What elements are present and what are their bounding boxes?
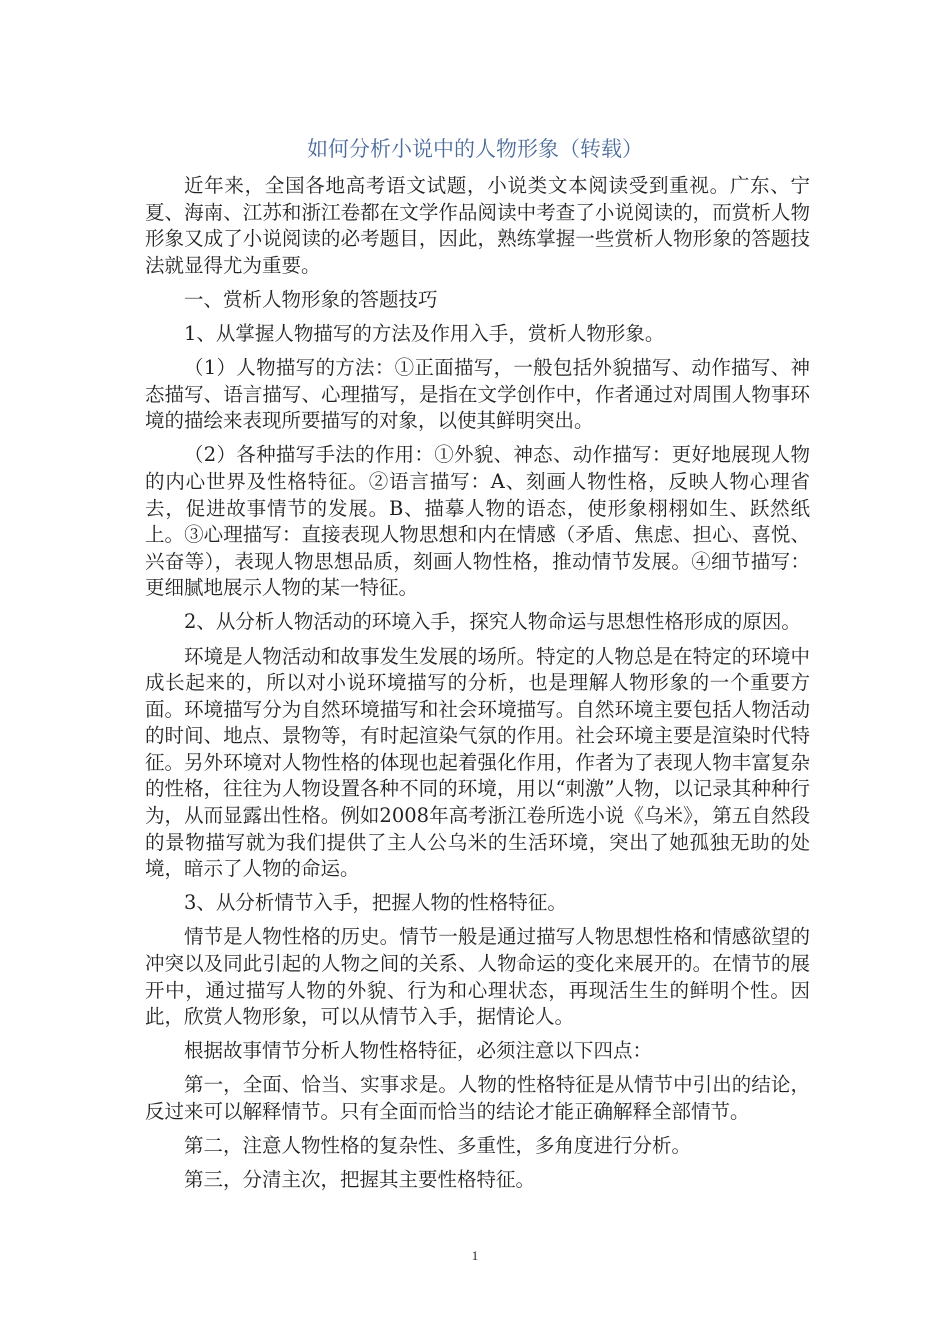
subsection-heading: 3、从分析情节入手，把握人物的性格特征。: [184, 891, 567, 915]
paragraph: （1）人物描写的方法：①正面描写，一般包括外貌描写、动作描写、神态描写、语言描写、心理描写，是指在文学创作中，作者通过对周围人物事环境的描绘来表现所要描写的对象，以使其鲜明突出。: [145, 356, 810, 433]
paragraph: 近年来，全国各地高考语文试题，小说类文本阅读受到重视。广东、宁夏、海南、江苏和浙江卷都在文学作品阅读中考查了小说阅读的，而赏析人物形象又成了小说阅读的必考题目，因此，熟练掌握一些赏析人物形象的答题技法就显得尤为重要。: [145, 174, 810, 277]
paragraph: （2）各种描写手法的作用：①外貌、神态、动作描写：更好地展现人物的内心世界及性格特征。②语言描写：A、刻画人物性格，反映人物心理省去，促进故事情节的发展。B、描摹人物的语态，使形象栩栩如生、跃然纸上。③心理描写：直接表现人物思想和内在情感（矛盾、焦虑、担心、喜悦、兴奋等），表现人物思想品质，刻画人物性格，推动情节发展。④细节描写：更细腻地展示人物的某一特征。: [145, 443, 810, 600]
subsection-heading: 2、从分析人物活动的环境入手，探究人物命运与思想性格形成的原因。: [184, 610, 801, 634]
paragraph: 根据故事情节分析人物性格特征，必须注意以下四点：: [184, 1039, 653, 1063]
paragraph: 情节是人物性格的历史。情节一般是通过描写人物思想性格和情感欲望的冲突以及同此引起的人物之间的关系、人物命运的变化来展开的。在情节的展开中，通过描写人物的外貌、行为和心理状态，再现活生生的鲜明个性。因此，欣赏人物形象，可以从情节入手，据情论人。: [145, 925, 810, 1029]
paragraph: 第一，全面、恰当、实事求是。人物的性格特征是从情节中引出的结论，反过来可以解释情节。只有全面而恰当的结论才能正确解释全部情节。: [145, 1073, 810, 1123]
section-heading: 一、赏析人物形象的答题技巧: [184, 287, 438, 311]
paragraph: 第二，注意人物性格的复杂性、多重性，多角度进行分析。: [184, 1134, 692, 1158]
page-number: 1: [471, 1248, 479, 1263]
subsection-heading: 1、从掌握人物描写的方法及作用入手，赏析人物形象。: [184, 321, 665, 345]
document-title: 如何分析小说中的人物形象（转载）: [307, 137, 643, 161]
document-body: [145, 173, 810, 1201]
paragraph: 环境是人物活动和故事发生发展的场所。特定的人物总是在特定的环境中成长起来的，所以对小说环境描写的分析，也是理解人物形象的一个重要方面。环境描写分为自然环境描写和社会环境描写。自然环境主要包括人物活动的时间、地点、景物等，有时起渲染气氛的作用。社会环境主要是渲染时代特征。另外环境对人物性格的体现也起着强化作用，作者为了表现人物丰富复杂的性格，往往为人物设置各种不同的环境，用以“刺激”人物，以记录其种种行为，从而显露出性格。例如2008年高考浙江卷所选小说《乌米》，第五自然段的景物描写就为我们提供了主人公乌米的生活环境，突出了她孤独无助的处境，暗示了人物的命运。: [145, 644, 810, 881]
paragraph: 第三，分清主次，把握其主要性格特征。: [184, 1168, 536, 1192]
